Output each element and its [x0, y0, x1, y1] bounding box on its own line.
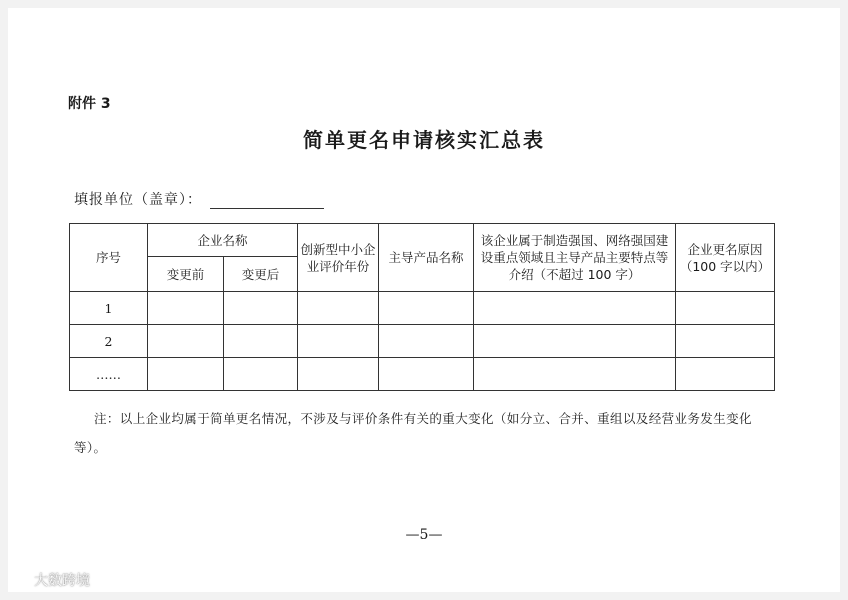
header-rename-reason: 企业更名原因（100 字以内） [676, 224, 775, 292]
watermark [8, 570, 90, 590]
cell-intro [474, 292, 676, 325]
annex-label: 附件 3 [68, 96, 111, 112]
cell-name-before [148, 325, 224, 358]
header-name-before: 变更前 [148, 257, 224, 292]
table-row [70, 325, 775, 358]
header-name-after: 变更后 [224, 257, 298, 292]
cell-rename-reason [676, 325, 775, 358]
filler-unit-field [74, 189, 324, 209]
header-intro: 该企业属于制造强国、网络强国建设重点领域且主导产品主要特点等介绍（不超过 100 字） [474, 224, 676, 292]
header-eval-year: 创新型中小企业评价年份 [298, 224, 379, 292]
watermark-logo-icon [8, 571, 30, 589]
cell-intro [474, 358, 676, 391]
cell-name-after [224, 325, 298, 358]
cell-eval-year [298, 292, 379, 325]
cell-eval-year [298, 358, 379, 391]
filler-unit-label: 填报单位（盖章）： [74, 192, 202, 208]
row-seq: 1 [70, 292, 148, 325]
cell-main-product [379, 292, 474, 325]
header-company-name: 企业名称 [148, 224, 298, 257]
cell-name-after [224, 292, 298, 325]
cell-rename-reason [676, 292, 775, 325]
row-seq: …… [70, 358, 148, 391]
table-header-row [70, 224, 775, 257]
cell-intro [474, 325, 676, 358]
cell-eval-year [298, 325, 379, 358]
cell-name-before [148, 292, 224, 325]
cell-main-product [379, 325, 474, 358]
header-main-product: 主导产品名称 [379, 224, 474, 292]
cell-name-after [224, 358, 298, 391]
row-seq: 2 [70, 325, 148, 358]
cell-rename-reason [676, 358, 775, 391]
page-number: —5— [405, 527, 443, 543]
header-seq: 序号 [70, 224, 148, 292]
cell-main-product [379, 358, 474, 391]
watermark-text: 大数跨境 [34, 573, 90, 589]
cell-name-before [148, 358, 224, 391]
filler-unit-blank-line [210, 194, 324, 209]
document-title: 简单更名申请核实汇总表 [303, 128, 545, 152]
table-row [70, 292, 775, 325]
footnote: 注：以上企业均属于简单更名情况，不涉及与评价条件有关的重大变化（如分立、合并、重组以及经营业务发生变化等）。 [74, 411, 752, 455]
table-row [70, 358, 775, 391]
summary-table [69, 223, 775, 391]
